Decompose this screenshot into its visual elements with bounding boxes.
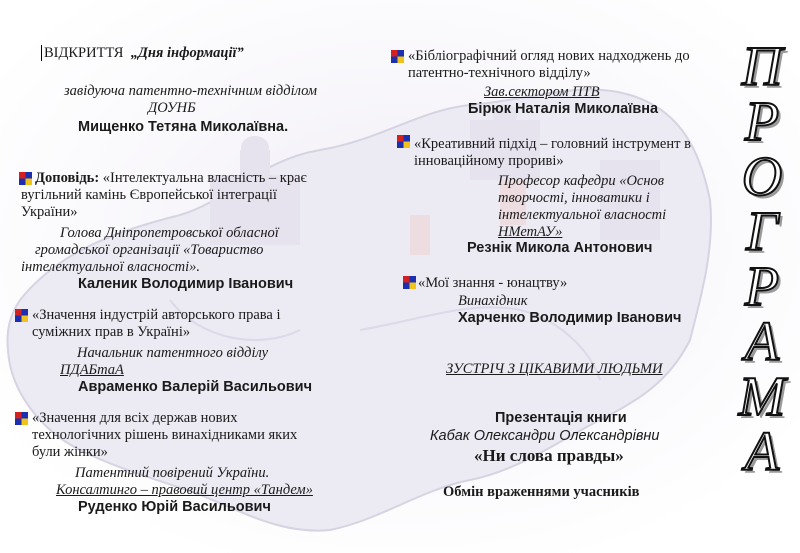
speaker-role-line: інтелектуальної власності [498, 207, 667, 223]
speaker-role-line: Професор кафедри «Основ [498, 173, 665, 189]
speaker-name: Харченко Володимир Іванович [458, 310, 682, 326]
speaker-name: Руденко Юрій Васильович [78, 499, 271, 515]
title-letter: Р [744, 256, 780, 318]
talk-title-line: інноваційному прориві» [414, 153, 564, 169]
talk-title-line: суміжних прав в Україні» [32, 324, 191, 340]
talk-text: «Інтелектуальна власність – крає [99, 170, 307, 186]
speaker-role-line: Патентний повірений України. [75, 465, 270, 481]
opening-label: ВІДКРИТТЯ [41, 45, 123, 61]
talk-title-line: «Мої знання - юнацтву» [418, 275, 568, 291]
speaker-name: Авраменко Валерій Васильович [78, 379, 312, 395]
title-letter: Г [746, 201, 778, 263]
speaker-role-line: Начальник патентного відділу [77, 345, 269, 361]
closing-line: Обмін враженнями учасників [443, 484, 640, 500]
arrow-bullet-icon [19, 172, 32, 185]
speaker-role-line: Голова Дніпропетровської обласної [60, 225, 279, 241]
vertical-program-title [727, 36, 797, 530]
talk-title-line: «Бібліографічний огляд нових надходжень до [408, 48, 690, 64]
speaker-name: Каленик Володимир Іванович [78, 276, 294, 292]
talk-title-line: технологічних рішень винахідниками яких [32, 427, 298, 443]
title-letter: О [741, 146, 783, 208]
presentation-author: Кабак Олександри Олександрівни [430, 428, 660, 444]
speaker-role-line: Зав.сектором ПТВ [484, 84, 600, 100]
talk-title-line: «Креативний підхід – головний інструмент в [414, 136, 691, 152]
talk-title-line: були жінки» [32, 444, 108, 460]
header-role-line: ДОУНБ [148, 100, 196, 116]
opening-header [41, 45, 244, 62]
meeting-heading: ЗУСТРІЧ З ЦІКАВИМИ ЛЮДЬМИ [446, 361, 663, 377]
talk-title-line: вугільний камінь Європейської інтеграції [21, 187, 277, 203]
arrow-bullet-icon [15, 309, 28, 322]
arrow-bullet-icon [403, 276, 416, 289]
arrow-bullet-icon [397, 135, 410, 148]
talk-title-line [35, 170, 307, 187]
title-letter: М [738, 366, 786, 428]
talk-label: Доповідь: [35, 170, 100, 186]
speaker-role-line: творчості, інноватики і [498, 190, 650, 206]
header-person-name: Мищенко Тетяна Миколаївна. [78, 119, 289, 135]
talk-title-line: «Значення індустрій авторського права і [32, 307, 281, 323]
arrow-bullet-icon [391, 50, 404, 63]
header-role-line: завідуюча патентно-технічним відділом [64, 83, 318, 99]
arrow-bullet-icon [15, 412, 28, 425]
title-letter: А [744, 421, 780, 483]
event-title: „Дня інформації” [130, 45, 244, 61]
organization-name: Консалтинго – правовий центр «Тандем» [56, 482, 313, 498]
speaker-role-line: НМетАУ» [498, 224, 563, 240]
speaker-role-line: ПДАБтаА [60, 362, 124, 378]
speaker-role-line: громадської організації «Товариство [35, 242, 264, 258]
speaker-name: Бірюк Наталія Миколаївна [468, 101, 659, 117]
speaker-role-line [56, 482, 313, 499]
presentation-title: Презентація книги [495, 410, 627, 426]
title-letter: Р [744, 91, 780, 153]
title-letter: П [741, 36, 783, 98]
speaker-role-line: інтелектуальної власності». [21, 259, 201, 275]
title-letter: А [744, 311, 780, 373]
speaker-name: Резнік Микола Антонович [467, 240, 653, 256]
talk-title-line: патентно-технічного відділу» [408, 65, 591, 81]
book-title: «Ни слова правды» [474, 446, 624, 465]
talk-title-line: України» [21, 204, 78, 220]
speaker-role-line: Винахідник [458, 293, 528, 309]
talk-title-line: «Значення для всіх держав нових [32, 410, 238, 426]
